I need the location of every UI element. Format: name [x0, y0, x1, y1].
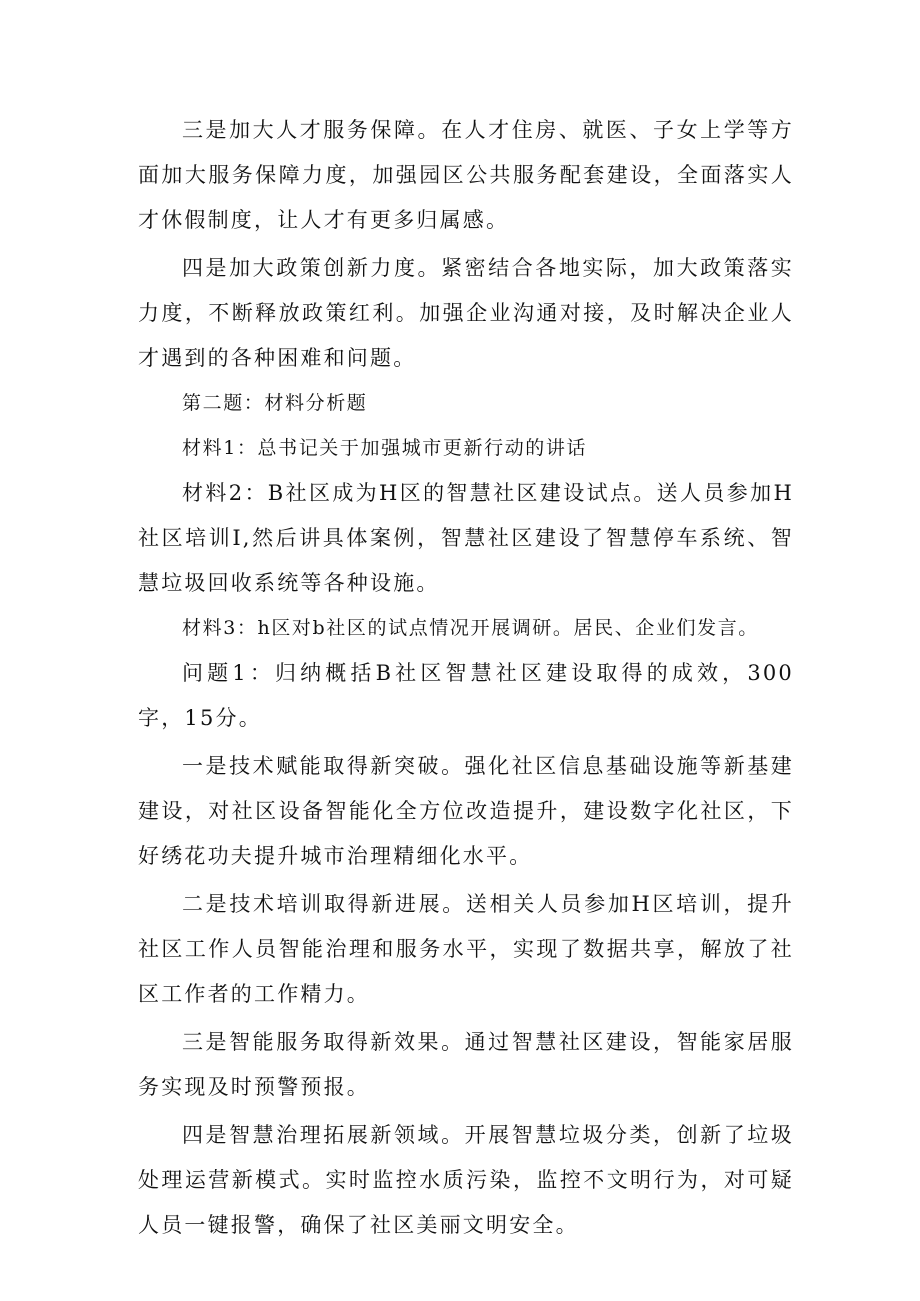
material-3: 材料3：h区对b社区的试点情况开展调研。居民、企业们发言。 — [182, 617, 759, 639]
section-heading-question-two: 第二题：材料分析题 — [182, 392, 368, 414]
answer-point-3: 三是智能服务取得新效果。通过智慧社区建设，智能家居服务实现及时预警预报。 — [138, 1030, 794, 1099]
question-1: 问题1：归纳概括B社区智慧社区建设取得的成效，300字，15分。 — [138, 661, 794, 730]
material-1: 材料1：总书记关于加强城市更新行动的讲话 — [182, 437, 588, 459]
material-2: 材料2：B社区成为H区的智慧社区建设试点。送人员参加H社区培训I,然后讲具体案例，智慧社区建设了智慧停车系统、智慧垃圾回收系统等各种设施。 — [138, 481, 794, 595]
answer-point-1: 一是技术赋能取得新突破。强化社区信息基础设施等新基建建设，对社区设备智能化全方位改造提升，建设数字化社区，下好绣花功夫提升城市治理精细化水平。 — [138, 754, 794, 868]
answer-point-4: 四是智慧治理拓展新领域。开展智慧垃圾分类，创新了垃圾处理运营新模式。实时监控水质污染，监控不文明行为，对可疑人员一键报警，确保了社区美丽文明安全。 — [138, 1123, 794, 1237]
document-body — [138, 108, 794, 1248]
paragraph-policy-innovation: 四是加大政策创新力度。紧密结合各地实际，加大政策落实力度，不断释放政策红利。加强企业沟通对接，及时解决企业人才遇到的各种困难和问题。 — [138, 256, 794, 370]
paragraph-talent-service: 三是加大人才服务保障。在人才住房、就医、子女上学等方面加大服务保障力度，加强园区公共服务配套建设，全面落实人才休假制度，让人才有更多归属感。 — [138, 118, 794, 232]
answer-point-2: 二是技术培训取得新进展。送相关人员参加H区培训，提升社区工作人员智能治理和服务水平，实现了数据共享，解放了社区工作者的工作精力。 — [138, 892, 794, 1006]
